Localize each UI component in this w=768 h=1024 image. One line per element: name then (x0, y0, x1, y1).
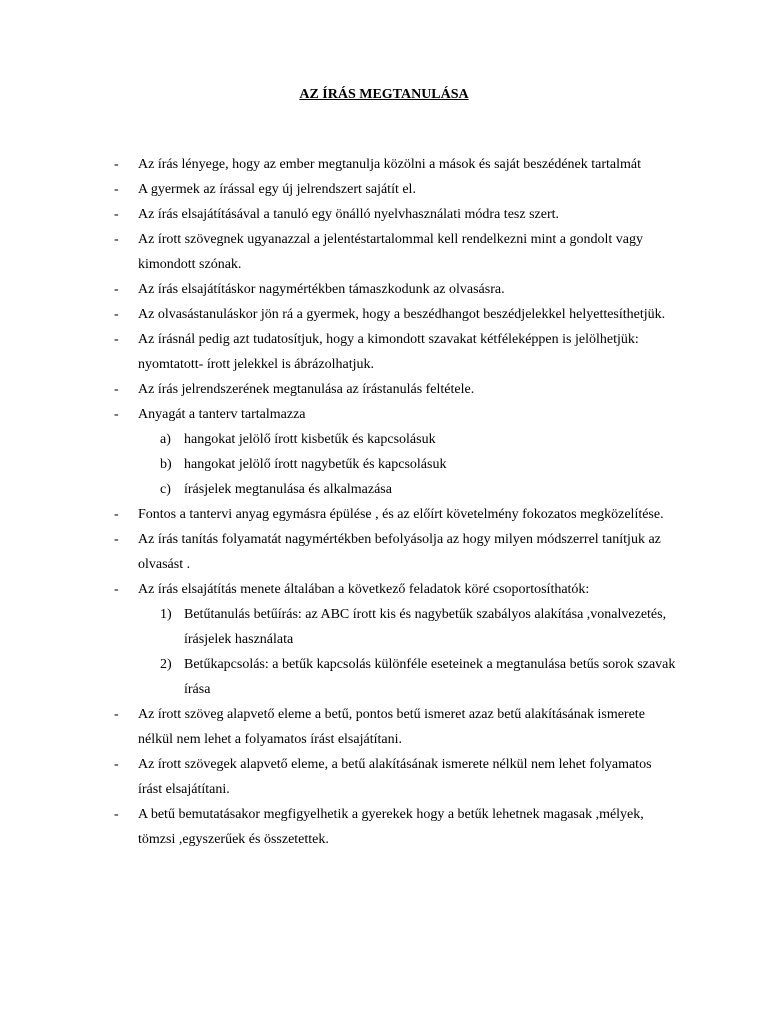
dash-marker: - (114, 282, 119, 297)
dash-marker: - (114, 407, 119, 422)
numbered-sublist-item (0, 652, 684, 702)
list-item (0, 752, 678, 802)
list-item-text: Az írott szövegek alapvető eleme, a betű alakításának ismerete nélkül nem lehet folyamatos írást elsajátítani. (138, 757, 652, 797)
dash-marker: - (114, 157, 119, 172)
list-item (0, 802, 678, 852)
list-item-text: Az írás elsajátításkor nagymértékben támaszkodunk az olvasásra. (138, 282, 505, 297)
list-item-text: Az olvasástanuláskor jön rá a gyermek, hogy a beszédhangot beszédjelekkel helyettesíthetjük. (138, 307, 666, 322)
list-item-text: A gyermek az írással egy új jelrendszert sajátít el. (138, 182, 416, 197)
dash-marker: - (114, 707, 119, 722)
list-item-text: A betű bemutatásakor megfigyelhetik a gyerekek hogy a betűk lehetnek magasak ,mélyek, tömzsi ,egyszerűek és összetettek. (138, 807, 644, 847)
list-item-text: Az írás tanítás folyamatát nagymértékben befolyásolja az hogy milyen módszerrel tanítjuk az olvasást . (138, 532, 661, 572)
sublist-marker: 2) (160, 657, 172, 672)
document-title: AZ ÍRÁS MEGTANULÁSA (299, 87, 469, 102)
numbered-sublist-item (0, 602, 684, 652)
bullet-list (0, 152, 768, 852)
dash-marker: - (114, 382, 119, 397)
list-item (0, 702, 678, 752)
dash-marker: - (114, 182, 119, 197)
dash-marker: - (114, 807, 119, 822)
list-item-text: Az írás lényege, hogy az ember megtanulja közölni a mások és saját beszédének tartalmát (138, 157, 642, 172)
dash-marker: - (114, 507, 119, 522)
sublist-item-text: írásjelek megtanulása és alkalmazása (184, 482, 392, 497)
sublist-marker: 1) (160, 607, 172, 622)
dash-marker: - (114, 207, 119, 222)
list-item (0, 377, 678, 402)
list-item-text: Az írás jelrendszerének megtanulása az írástanulás feltétele. (138, 382, 475, 397)
list-item (0, 502, 678, 527)
list-item-text: Az írott szöveg alapvető eleme a betű, pontos betű ismeret azaz betű alakításának ismerete nélkül nem lehet a folyamatos írást elsajátítani. (138, 707, 645, 747)
list-item-text: Az írott szövegnek ugyanazzal a jelentéstartalommal kell rendelkezni mint a gondolt vagy kimondott szónak. (138, 232, 643, 272)
sublist-marker: c) (160, 482, 171, 497)
list-item-text: Az írásnál pedig azt tudatosítjuk, hogy a kimondott szavakat kétféleképpen is jelölhetjük: nyomtatott- írott jelekkel is ábrázolhatjuk. (138, 332, 639, 372)
list-item (0, 152, 678, 177)
sublist-marker: b) (160, 457, 172, 472)
list-item (0, 227, 678, 277)
dash-marker: - (114, 232, 119, 247)
list-item (0, 327, 678, 377)
list-item (0, 577, 678, 602)
list-item-text: Az írás elsajátításával a tanuló egy önálló nyelvhasználati módra tesz szert. (138, 207, 560, 222)
sublist-marker: a) (160, 432, 171, 447)
list-item-text: Anyagát a tanterv tartalmazza (138, 407, 306, 422)
sublist-item-text: Betűkapcsolás: a betűk kapcsolás különféle eseteinek a megtanulása betűs sorok szavak írása (184, 657, 676, 697)
dash-marker: - (114, 307, 119, 322)
list-item (0, 527, 678, 577)
list-item (0, 302, 678, 327)
list-item (0, 402, 678, 427)
sublist-item-text: hangokat jelölő írott nagybetűk és kapcsolásuk (184, 457, 447, 472)
list-item-text: Az írás elsajátítás menete általában a következő feladatok köré csoportosíthatók: (138, 582, 590, 597)
list-item (0, 277, 678, 302)
sublist-item (0, 427, 684, 452)
list-item-text: Fontos a tantervi anyag egymásra épülése , és az előírt követelmény fokozatos megközelítése. (138, 507, 664, 522)
dash-marker: - (114, 757, 119, 772)
sublist-item-text: hangokat jelölő írott kisbetűk és kapcsolásuk (184, 432, 436, 447)
list-item (0, 177, 678, 202)
sublist-item (0, 477, 684, 502)
dash-marker: - (114, 332, 119, 347)
list-item (0, 202, 678, 227)
sublist-item-text: Betűtanulás betűírás: az ABC írott kis és nagybetűk szabályos alakítása ,vonalvezetés, írásjelek használata (184, 607, 667, 647)
sublist-item (0, 452, 684, 477)
dash-marker: - (114, 532, 119, 547)
dash-marker: - (114, 582, 119, 597)
